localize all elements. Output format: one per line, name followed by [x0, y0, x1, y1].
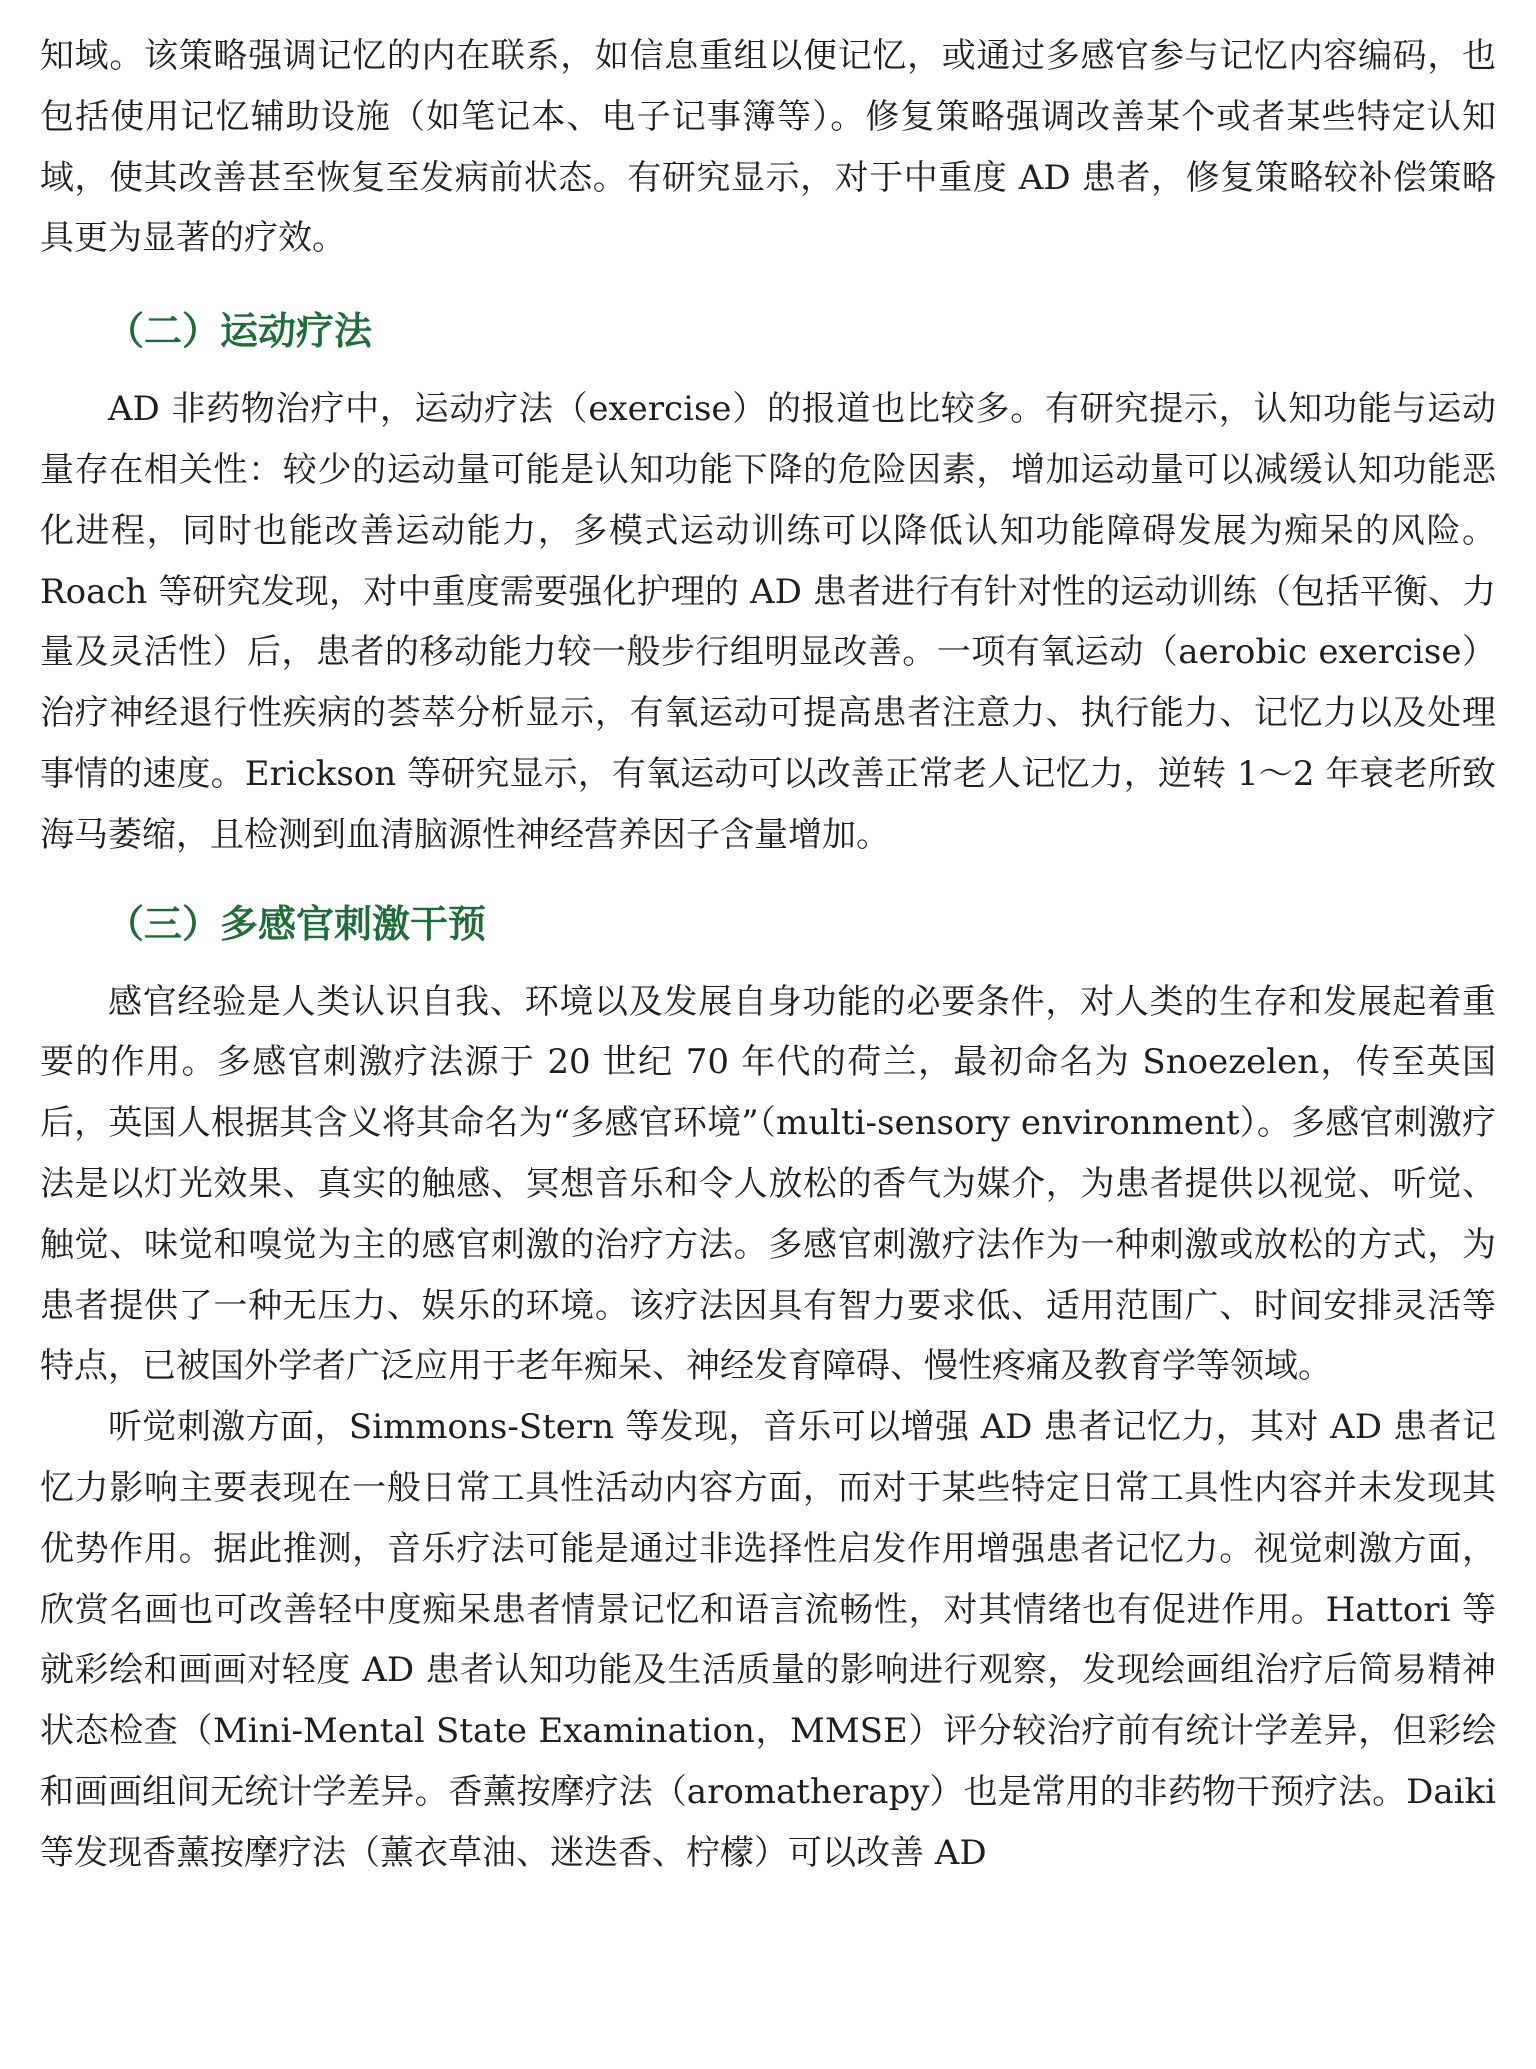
section-heading-exercise-therapy: （二）运动疗法: [106, 309, 373, 354]
paragraph-cognitive-strategy: 知域。该策略强调记忆的内在联系，如信息重组以便记忆，或通过多感官参与记忆内容编码，也包括使用记忆辅助设施（如笔记本、电子记事簿等）。修复策略强调改善某个或者某些特定认知域，使其改善甚至恢复至发病前状态。有研究显示，对于中重度 AD 患者，修复策略较补偿策略具更为显著的疗效。: [40, 36, 1496, 259]
paragraph-sensory-stimulation-studies: 听觉刺激方面，Simmons-Stern 等发现，音乐可以增强 AD 患者记忆力，其对 AD 患者记忆力影响主要表现在一般日常工具性活动内容方面，而对于某些特定日常工具性内容并未发现其优势作用。据此推测，音乐疗法可能是通过非选择性启发作用增强患者记忆力。视觉刺激方面，欣赏名画也可改善轻中度痴呆患者情景记忆和语言流畅性，对其情绪也有促进作用。Hattori 等就彩绘和画画对轻度 AD 患者认知功能及生活质量的影响进行观察，发现绘画组治疗后简易精神状态检查（Mini-Mental State Examination，MMSE）评分较治疗前有统计学差异，但彩绘和画画组间无统计学差异。香薰按摩疗法（aromatherapy）也是常用的非药物干预疗法。Daiki 等发现香薰按摩疗法（薰衣草油、迷迭香、柠檬）可以改善 AD: [40, 1407, 1496, 1873]
paragraph-multisensory-intro: 感官经验是人类认识自我、环境以及发展自身功能的必要条件，对人类的生存和发展起着重要的作用。多感官刺激疗法源于 20 世纪 70 年代的荷兰，最初命名为 Snoezelen，传至英国后，英国人根据其含义将其命名为“多感官环境”（multi-sensory environment）。多感官刺激疗法是以灯光效果、真实的触感、冥想音乐和令人放松的香气为媒介，为患者提供以视觉、听觉、触觉、味觉和嗅觉为主的感官刺激的治疗方法。多感官刺激疗法作为一种刺激或放松的方式，为患者提供了一种无压力、娱乐的环境。该疗法因具有智力要求低、适用范围广、时间安排灵活等特点，已被国外学者广泛应用于老年痴呆、神经发育障碍、慢性疼痛及教育学等领域。: [40, 981, 1496, 1387]
section-heading-multisensory-stimulation: （三）多感官刺激干预: [106, 901, 487, 946]
paragraph-exercise-therapy: AD 非药物治疗中，运动疗法（exercise）的报道也比较多。有研究提示，认知功能与运动量存在相关性：较少的运动量可能是认知功能下降的危险因素，增加运动量可以减缓认知功能恶化进程，同时也能改善运动能力，多模式运动训练可以降低认知功能障碍发展为痴呆的风险。Roach 等研究发现，对中重度需要强化护理的 AD 患者进行有针对性的运动训练（包括平衡、力量及灵活性）后，患者的移动能力较一般步行组明显改善。一项有氧运动（aerobic exercise）治疗神经退行性疾病的荟萃分析显示，有氧运动可提高患者注意力、执行能力、记忆力以及处理事情的速度。Erickson 等研究显示，有氧运动可以改善正常老人记忆力，逆转 1～2 年衰老所致海马萎缩，且检测到血清脑源性神经营养因子含量增加。: [40, 389, 1496, 855]
